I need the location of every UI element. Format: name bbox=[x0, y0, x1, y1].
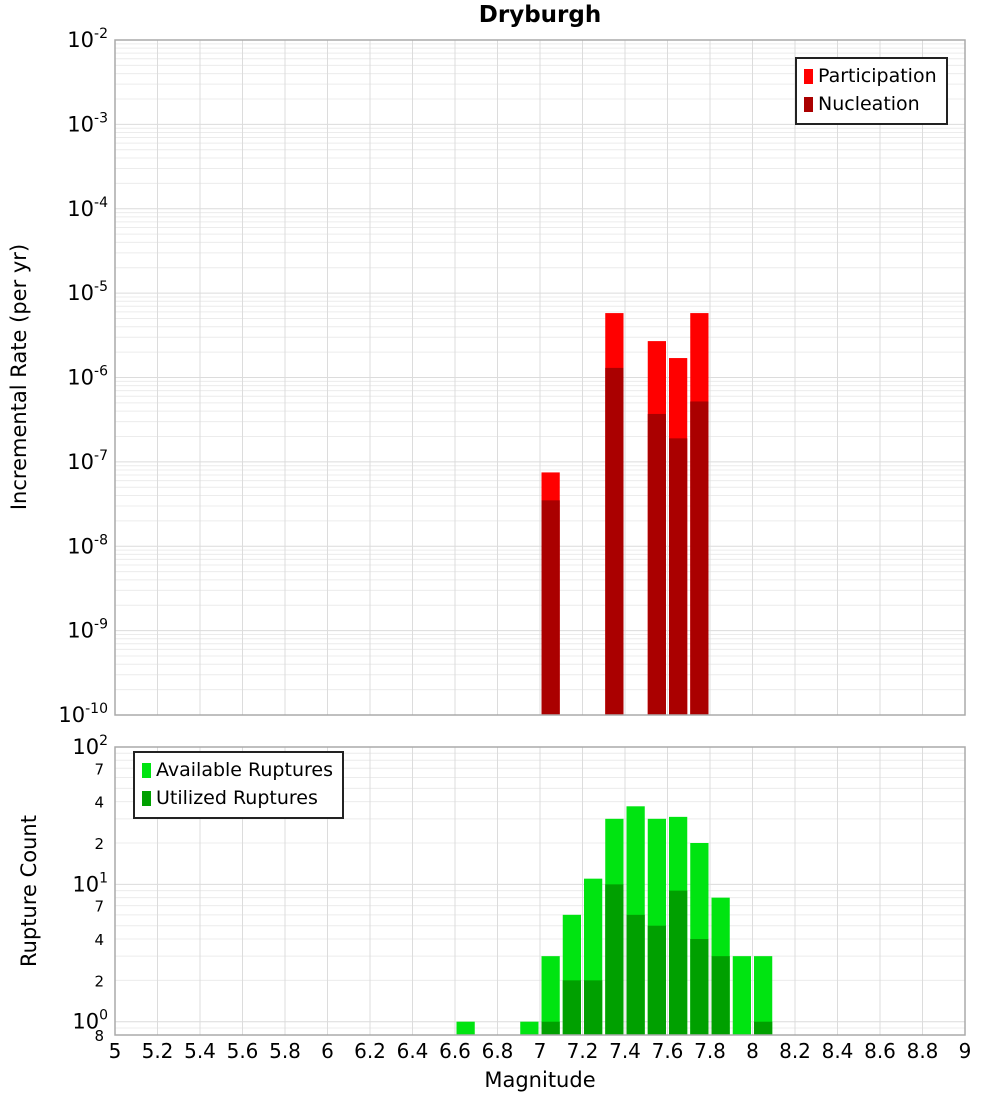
bar-available-ruptures bbox=[520, 1022, 538, 1035]
y-tick-label: $10^{-10}$ bbox=[58, 701, 108, 727]
y-tick-label: $10^{-8}$ bbox=[67, 532, 108, 559]
x-tick-label: 6 bbox=[321, 1039, 334, 1063]
y-tick-label: $10^{-7}$ bbox=[67, 447, 108, 474]
legend-swatch-utilized bbox=[142, 791, 151, 806]
y-tick-label: $10^{-3}$ bbox=[67, 110, 108, 137]
bar-utilized-ruptures bbox=[712, 956, 730, 1035]
y-tick-label: $10^{-2}$ bbox=[67, 26, 108, 52]
x-tick-label: 6.2 bbox=[354, 1039, 386, 1063]
y-minor-tick-label: 8 bbox=[94, 1027, 104, 1045]
x-tick-label: 5.2 bbox=[141, 1039, 174, 1063]
x-tick-label: 5.4 bbox=[184, 1039, 216, 1063]
bar-available-ruptures bbox=[457, 1022, 475, 1035]
x-tick-label: 7.6 bbox=[651, 1039, 684, 1063]
bar-nucleation bbox=[542, 500, 560, 715]
x-tick-label: 5 bbox=[108, 1039, 122, 1063]
y-tick-label: $10^2$ bbox=[72, 733, 108, 759]
legend-item-utilized bbox=[142, 784, 333, 812]
bar-utilized-ruptures bbox=[563, 980, 581, 1035]
legend-swatch-available bbox=[142, 763, 151, 778]
legend-label-available: Available Ruptures bbox=[156, 759, 333, 781]
y-tick-label: $10^{-4}$ bbox=[67, 194, 108, 221]
x-tick-label: 6.8 bbox=[481, 1039, 514, 1063]
bar-utilized-ruptures bbox=[584, 980, 602, 1035]
bar-nucleation bbox=[669, 438, 687, 715]
legend-swatch-nucleation bbox=[804, 97, 813, 112]
y-minor-tick-label: 7 bbox=[94, 897, 104, 916]
x-tick-label: 5.6 bbox=[226, 1039, 259, 1063]
legend-label-utilized: Utilized Ruptures bbox=[156, 787, 318, 809]
legend-rate bbox=[795, 57, 948, 125]
x-tick-label: 8.4 bbox=[821, 1039, 854, 1063]
bar-utilized-ruptures bbox=[754, 1022, 772, 1035]
y-tick-label: $10^{-6}$ bbox=[67, 363, 108, 390]
bar-nucleation bbox=[648, 414, 666, 715]
y-axis-label-incremental-rate: Incremental Rate (per yr) bbox=[7, 243, 31, 511]
y-minor-tick-label: 2 bbox=[94, 835, 104, 853]
legend-count bbox=[133, 751, 344, 819]
bar-utilized-ruptures bbox=[648, 926, 666, 1035]
y-tick-label: $10^1$ bbox=[72, 870, 108, 897]
bar-utilized-ruptures bbox=[690, 939, 708, 1035]
bar-available-ruptures bbox=[733, 956, 751, 1035]
legend-item-participation bbox=[804, 62, 937, 90]
x-tick-label: 7.8 bbox=[694, 1039, 726, 1063]
legend-label-nucleation: Nucleation bbox=[818, 93, 920, 115]
y-minor-tick-label: 4 bbox=[94, 793, 104, 812]
chart-title: Dryburgh bbox=[478, 2, 602, 28]
bar-utilized-ruptures bbox=[605, 884, 623, 1035]
x-tick-label: 8.6 bbox=[864, 1039, 896, 1063]
bar-nucleation bbox=[605, 368, 623, 715]
x-tick-label: 9 bbox=[958, 1039, 972, 1063]
y-tick-label: $10^0$ bbox=[72, 1007, 108, 1034]
legend-item-available bbox=[142, 756, 333, 784]
x-tick-label: 6.6 bbox=[439, 1039, 471, 1063]
y-tick-label: $10^{-5}$ bbox=[67, 279, 108, 306]
x-tick-label: 7 bbox=[533, 1039, 547, 1063]
y-tick-label: $10^{-9}$ bbox=[67, 616, 108, 643]
legend-item-nucleation bbox=[804, 90, 937, 118]
x-tick-label: 7.2 bbox=[566, 1039, 599, 1063]
bar-utilized-ruptures bbox=[669, 891, 687, 1035]
x-tick-label: 5.8 bbox=[269, 1039, 301, 1063]
x-tick-label: 7.4 bbox=[609, 1039, 641, 1063]
y-minor-tick-label: 7 bbox=[94, 760, 104, 779]
x-tick-label: 8.8 bbox=[906, 1039, 939, 1063]
y-axis-label-rupture-count: Rupture Count bbox=[17, 815, 41, 967]
y-minor-tick-label: 4 bbox=[94, 931, 104, 949]
x-axis-label: Magnitude bbox=[484, 1068, 596, 1092]
y-minor-tick-label: 2 bbox=[94, 972, 104, 991]
x-tick-label: 8.2 bbox=[779, 1039, 811, 1063]
bar-utilized-ruptures bbox=[627, 915, 645, 1035]
x-tick-label: 8 bbox=[746, 1039, 759, 1063]
legend-swatch-participation bbox=[804, 69, 813, 84]
bar-nucleation bbox=[690, 401, 708, 715]
legend-label-participation: Participation bbox=[818, 65, 937, 87]
x-tick-label: 6.4 bbox=[396, 1039, 429, 1063]
bar-utilized-ruptures bbox=[542, 1022, 560, 1035]
